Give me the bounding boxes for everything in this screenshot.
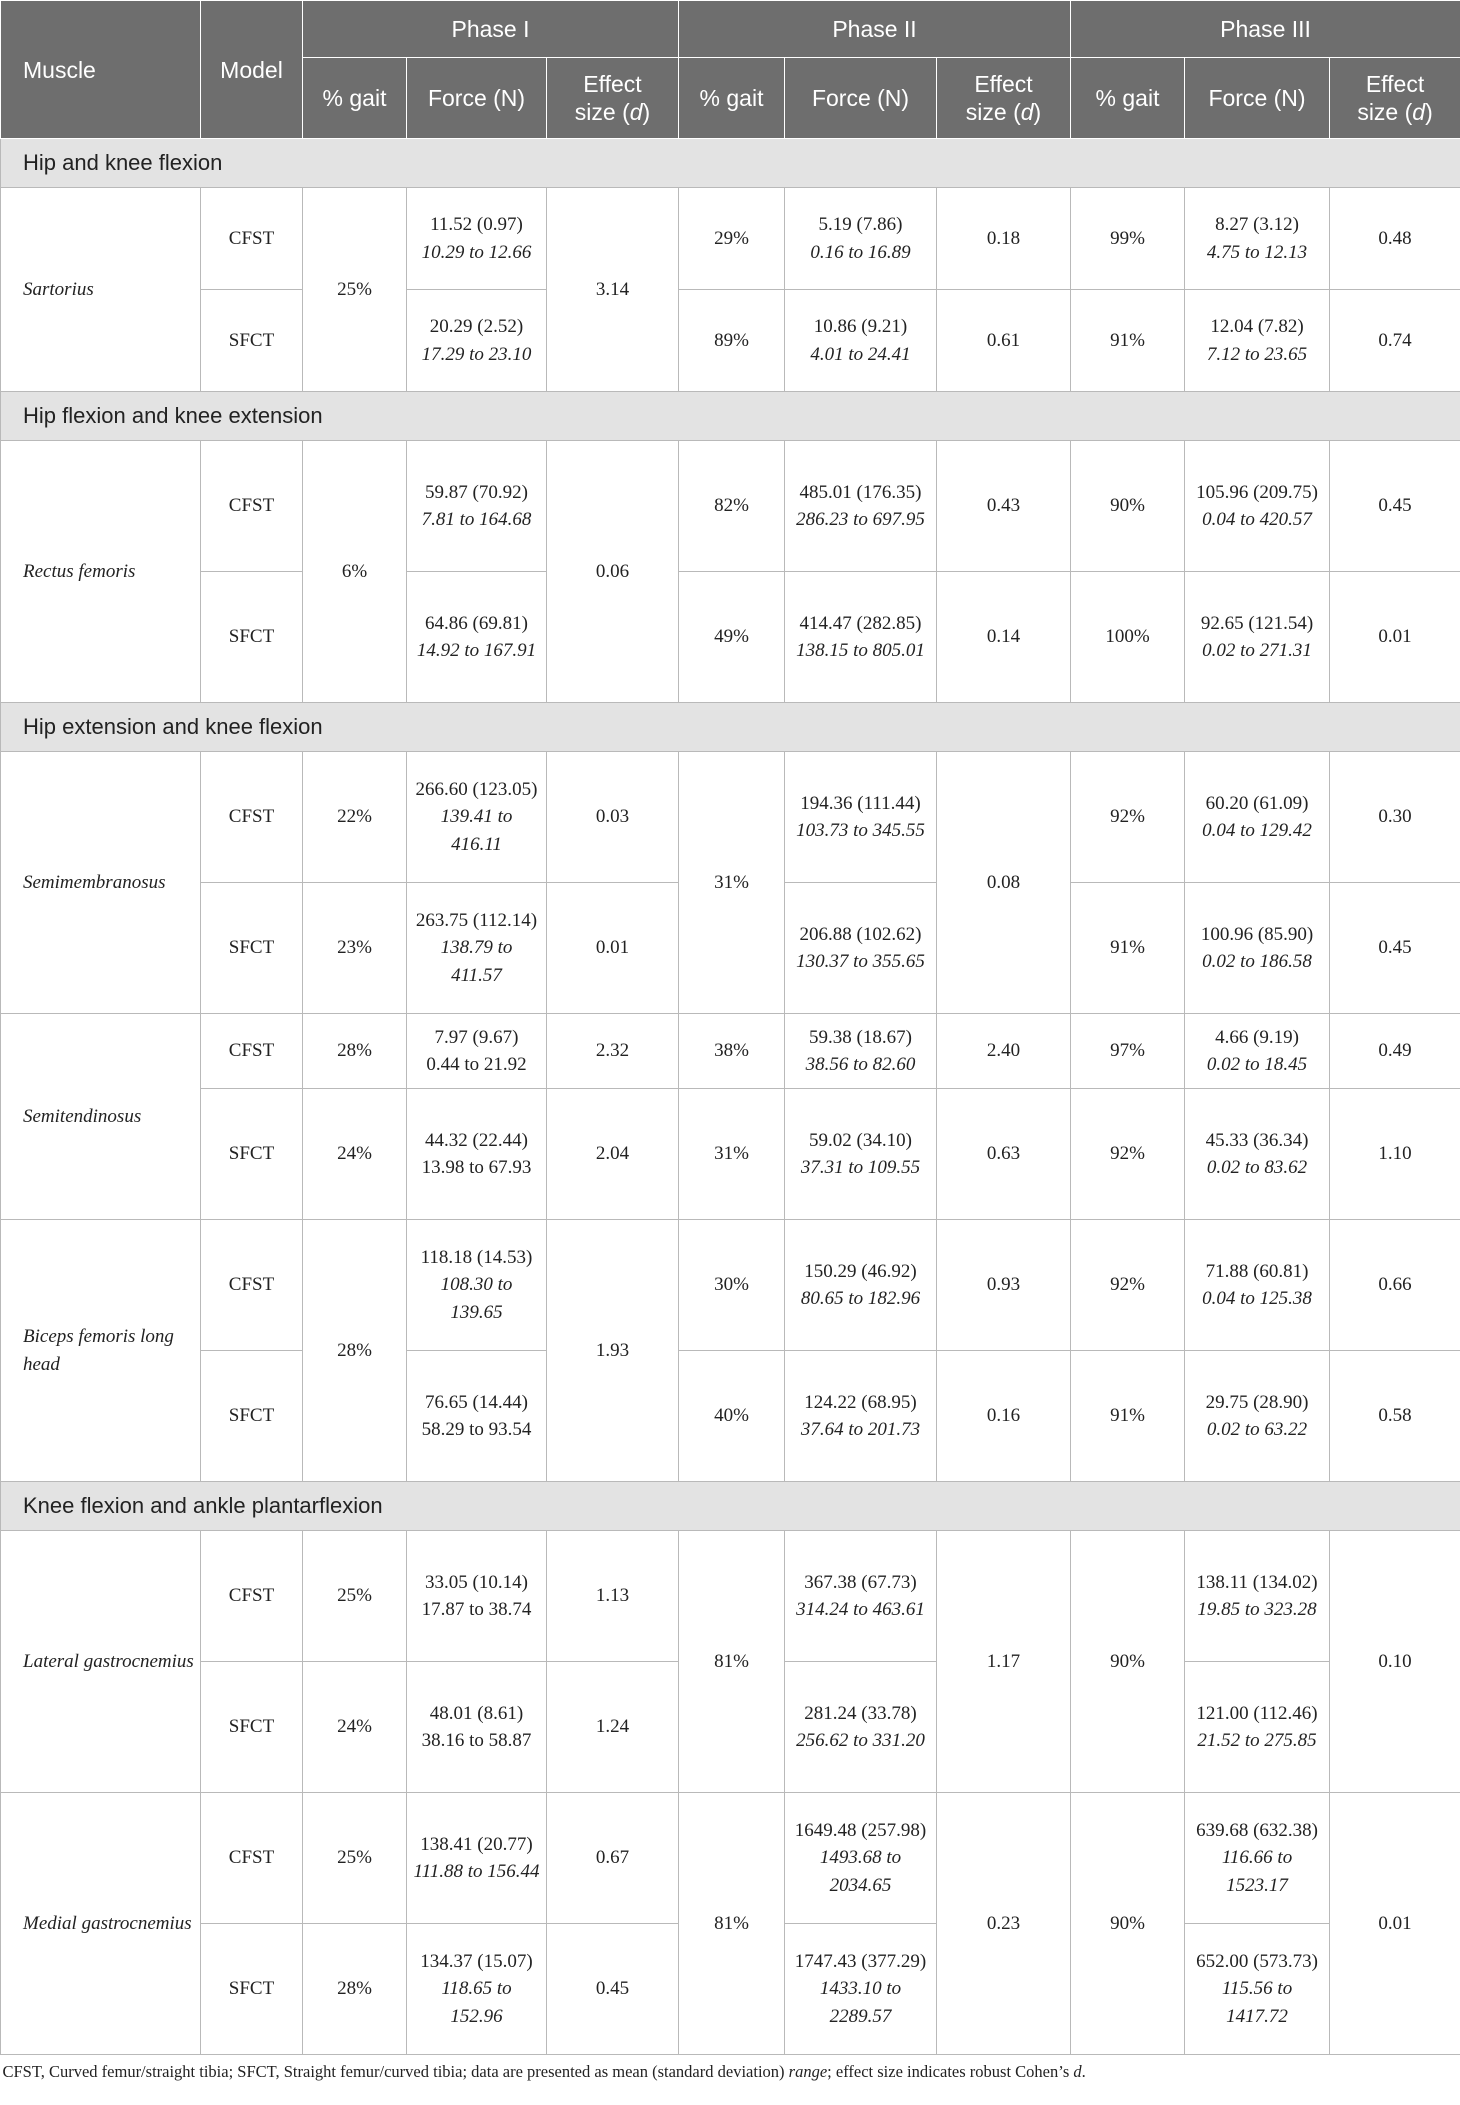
gait-cell: 91%: [1071, 1351, 1185, 1482]
force-cell: 20.29 (2.52) 17.29 to 23.10: [407, 290, 547, 392]
group-row: [1, 139, 1460, 188]
header-muscle: Muscle: [1, 1, 201, 139]
table-row: [1, 188, 1460, 290]
effect-cell: 0.06: [547, 441, 679, 703]
gait-cell: 30%: [679, 1220, 785, 1351]
gait-cell: 90%: [1071, 441, 1185, 572]
model-cell: SFCT: [201, 1924, 303, 2055]
gait-cell: 91%: [1071, 290, 1185, 392]
header-model: Model: [201, 1, 303, 139]
header-effect-size: Effect size (d): [937, 58, 1071, 139]
table-row: [1, 1220, 1460, 1351]
table-row: [1, 1351, 1460, 1482]
model-cell: CFST: [201, 1220, 303, 1351]
effect-cell: 0.45: [1330, 883, 1460, 1014]
effect-cell: 0.03: [547, 752, 679, 883]
force-cell: 121.00 (112.46) 21.52 to 275.85: [1185, 1662, 1330, 1793]
table-row: [1, 1089, 1460, 1220]
model-cell: CFST: [201, 1014, 303, 1089]
effect-cell: 0.01: [1330, 1793, 1460, 2055]
effect-cell: 0.18: [937, 188, 1071, 290]
force-cell: 71.88 (60.81) 0.04 to 125.38: [1185, 1220, 1330, 1351]
effect-cell: 1.24: [547, 1662, 679, 1793]
gait-cell: 23%: [303, 883, 407, 1014]
model-cell: CFST: [201, 441, 303, 572]
table-row: [1, 1793, 1460, 1924]
model-cell: CFST: [201, 1793, 303, 1924]
force-cell: 33.05 (10.14) 17.87 to 38.74: [407, 1531, 547, 1662]
muscle-name: Semitendinosus: [1, 1014, 201, 1220]
force-cell: 100.96 (85.90) 0.02 to 186.58: [1185, 883, 1330, 1014]
effect-cell: 1.93: [547, 1220, 679, 1482]
gait-cell: 92%: [1071, 752, 1185, 883]
effect-cell: 0.74: [1330, 290, 1460, 392]
effect-cell: 1.10: [1330, 1089, 1460, 1220]
force-cell: 44.32 (22.44) 13.98 to 67.93: [407, 1089, 547, 1220]
effect-cell: 0.01: [1330, 572, 1460, 703]
model-cell: CFST: [201, 1531, 303, 1662]
gait-cell: 22%: [303, 752, 407, 883]
force-cell: 1649.48 (257.98) 1493.68 to 2034.65: [785, 1793, 937, 1924]
effect-cell: 0.45: [547, 1924, 679, 2055]
table-row: [1, 752, 1460, 883]
force-cell: 8.27 (3.12) 4.75 to 12.13: [1185, 188, 1330, 290]
header-phase-3: Phase III: [1071, 1, 1460, 58]
force-cell: 367.38 (67.73) 314.24 to 463.61: [785, 1531, 937, 1662]
gait-cell: 89%: [679, 290, 785, 392]
gait-cell: 92%: [1071, 1220, 1185, 1351]
force-cell: 138.11 (134.02) 19.85 to 323.28: [1185, 1531, 1330, 1662]
table-row: [1, 1531, 1460, 1662]
effect-cell: 0.08: [937, 752, 1071, 1014]
model-cell: SFCT: [201, 1662, 303, 1793]
model-cell: SFCT: [201, 1089, 303, 1220]
model-cell: SFCT: [201, 1351, 303, 1482]
gait-cell: 25%: [303, 1793, 407, 1924]
header-force: Force (N): [785, 58, 937, 139]
effect-cell: 0.63: [937, 1089, 1071, 1220]
force-cell: 60.20 (61.09) 0.04 to 129.42: [1185, 752, 1330, 883]
force-cell: 4.66 (9.19) 0.02 to 18.45: [1185, 1014, 1330, 1089]
header-effect-size: Effect size (d): [1330, 58, 1460, 139]
table-row: [1, 290, 1460, 392]
gait-cell: 99%: [1071, 188, 1185, 290]
group-label: Hip extension and knee flexion: [1, 703, 1460, 752]
force-cell: 134.37 (15.07) 118.65 to 152.96: [407, 1924, 547, 2055]
gait-cell: 28%: [303, 1220, 407, 1482]
effect-cell: 0.66: [1330, 1220, 1460, 1351]
force-cell: 266.60 (123.05) 139.41 to 416.11: [407, 752, 547, 883]
effect-cell: 2.32: [547, 1014, 679, 1089]
gait-cell: 31%: [679, 752, 785, 1014]
group-row: [1, 392, 1460, 441]
force-cell: 59.02 (34.10) 37.31 to 109.55: [785, 1089, 937, 1220]
force-cell: 150.29 (46.92) 80.65 to 182.96: [785, 1220, 937, 1351]
group-row: [1, 1482, 1460, 1531]
force-cell: 5.19 (7.86) 0.16 to 16.89: [785, 188, 937, 290]
effect-cell: 0.10: [1330, 1531, 1460, 1793]
force-cell: 138.41 (20.77) 111.88 to 156.44: [407, 1793, 547, 1924]
force-cell: 76.65 (14.44) 58.29 to 93.54: [407, 1351, 547, 1482]
force-cell: 10.86 (9.21) 4.01 to 24.41: [785, 290, 937, 392]
effect-cell: 3.14: [547, 188, 679, 392]
force-cell: 414.47 (282.85) 138.15 to 805.01: [785, 572, 937, 703]
header-effect-size: Effect size (d): [547, 58, 679, 139]
table-row: [1, 572, 1460, 703]
gait-cell: 24%: [303, 1089, 407, 1220]
gait-cell: 28%: [303, 1014, 407, 1089]
gait-cell: 49%: [679, 572, 785, 703]
group-label: Hip flexion and knee extension: [1, 392, 1460, 441]
group-row: [1, 703, 1460, 752]
model-cell: SFCT: [201, 572, 303, 703]
header-phase-2: Phase II: [679, 1, 1071, 58]
effect-cell: 0.16: [937, 1351, 1071, 1482]
header-force: Force (N): [407, 58, 547, 139]
force-cell: 92.65 (121.54) 0.02 to 271.31: [1185, 572, 1330, 703]
effect-cell: 1.13: [547, 1531, 679, 1662]
gait-cell: 82%: [679, 441, 785, 572]
force-cell: 124.22 (68.95) 37.64 to 201.73: [785, 1351, 937, 1482]
group-label: Hip and knee flexion: [1, 139, 1460, 188]
gait-cell: 81%: [679, 1531, 785, 1793]
gait-cell: 29%: [679, 188, 785, 290]
model-cell: SFCT: [201, 883, 303, 1014]
effect-cell: 0.58: [1330, 1351, 1460, 1482]
force-cell: 59.38 (18.67) 38.56 to 82.60: [785, 1014, 937, 1089]
force-cell: 105.96 (209.75) 0.04 to 420.57: [1185, 441, 1330, 572]
effect-cell: 0.49: [1330, 1014, 1460, 1089]
force-cell: 11.52 (0.97) 10.29 to 12.66: [407, 188, 547, 290]
force-cell: 485.01 (176.35) 286.23 to 697.95: [785, 441, 937, 572]
muscle-name: Biceps femoris long head: [1, 1220, 201, 1482]
force-cell: 206.88 (102.62) 130.37 to 355.65: [785, 883, 937, 1014]
effect-cell: 0.61: [937, 290, 1071, 392]
gait-cell: 6%: [303, 441, 407, 703]
table-row: [1, 1014, 1460, 1089]
group-label: Knee flexion and ankle plantarflexion: [1, 1482, 1460, 1531]
muscle-name: Sartorius: [1, 188, 201, 392]
header-gait: % gait: [1071, 58, 1185, 139]
force-cell: 281.24 (33.78) 256.62 to 331.20: [785, 1662, 937, 1793]
force-cell: 639.68 (632.38) 116.66 to 1523.17: [1185, 1793, 1330, 1924]
model-cell: SFCT: [201, 290, 303, 392]
effect-cell: 0.43: [937, 441, 1071, 572]
model-cell: CFST: [201, 188, 303, 290]
force-cell: 7.97 (9.67) 0.44 to 21.92: [407, 1014, 547, 1089]
gait-cell: 92%: [1071, 1089, 1185, 1220]
force-cell: 263.75 (112.14) 138.79 to 411.57: [407, 883, 547, 1014]
gait-cell: 97%: [1071, 1014, 1185, 1089]
force-cell: 652.00 (573.73) 115.56 to 1417.72: [1185, 1924, 1330, 2055]
table-row: [1, 441, 1460, 572]
gait-cell: 25%: [303, 1531, 407, 1662]
header-force: Force (N): [1185, 58, 1330, 139]
effect-cell: 0.23: [937, 1793, 1071, 2055]
gait-cell: 25%: [303, 188, 407, 392]
header-gait: % gait: [303, 58, 407, 139]
model-cell: CFST: [201, 752, 303, 883]
effect-cell: 0.93: [937, 1220, 1071, 1351]
force-cell: 64.86 (69.81) 14.92 to 167.91: [407, 572, 547, 703]
effect-cell: 0.30: [1330, 752, 1460, 883]
footnote-row: [1, 2055, 1460, 2084]
effect-cell: 1.17: [937, 1531, 1071, 1793]
gait-cell: 31%: [679, 1089, 785, 1220]
force-cell: 194.36 (111.44) 103.73 to 345.55: [785, 752, 937, 883]
effect-cell: 2.40: [937, 1014, 1071, 1089]
force-cell: 48.01 (8.61) 38.16 to 58.87: [407, 1662, 547, 1793]
header-phase-1: Phase I: [303, 1, 679, 58]
gait-cell: 91%: [1071, 883, 1185, 1014]
muscle-name: Semimembranosus: [1, 752, 201, 1014]
header-gait: % gait: [679, 58, 785, 139]
effect-cell: 0.45: [1330, 441, 1460, 572]
gait-cell: 24%: [303, 1662, 407, 1793]
effect-cell: 0.14: [937, 572, 1071, 703]
gait-cell: 40%: [679, 1351, 785, 1482]
effect-cell: 0.67: [547, 1793, 679, 1924]
muscle-name: Medial gastrocnemius: [1, 1793, 201, 2055]
gait-cell: 28%: [303, 1924, 407, 2055]
force-cell: 1747.43 (377.29) 1433.10 to 2289.57: [785, 1924, 937, 2055]
gait-cell: 100%: [1071, 572, 1185, 703]
effect-cell: 0.01: [547, 883, 679, 1014]
force-cell: 118.18 (14.53) 108.30 to 139.65: [407, 1220, 547, 1351]
gait-cell: 90%: [1071, 1531, 1185, 1793]
muscle-name: Rectus femoris: [1, 441, 201, 703]
effect-cell: 0.48: [1330, 188, 1460, 290]
effect-cell: 2.04: [547, 1089, 679, 1220]
force-cell: 29.75 (28.90) 0.02 to 63.22: [1185, 1351, 1330, 1482]
table-footnote: CFST, Curved femur/straight tibia; SFCT, Straight femur/curved tibia; data are presented as mean (standard deviation) range; effect size indicates robust Cohen’s d.: [1, 2055, 1460, 2084]
muscle-name: Lateral gastrocnemius: [1, 1531, 201, 1793]
force-cell: 12.04 (7.82) 7.12 to 23.65: [1185, 290, 1330, 392]
force-cell: 45.33 (36.34) 0.02 to 83.62: [1185, 1089, 1330, 1220]
force-cell: 59.87 (70.92) 7.81 to 164.68: [407, 441, 547, 572]
gait-cell: 90%: [1071, 1793, 1185, 2055]
gait-cell: 81%: [679, 1793, 785, 2055]
gait-cell: 38%: [679, 1014, 785, 1089]
